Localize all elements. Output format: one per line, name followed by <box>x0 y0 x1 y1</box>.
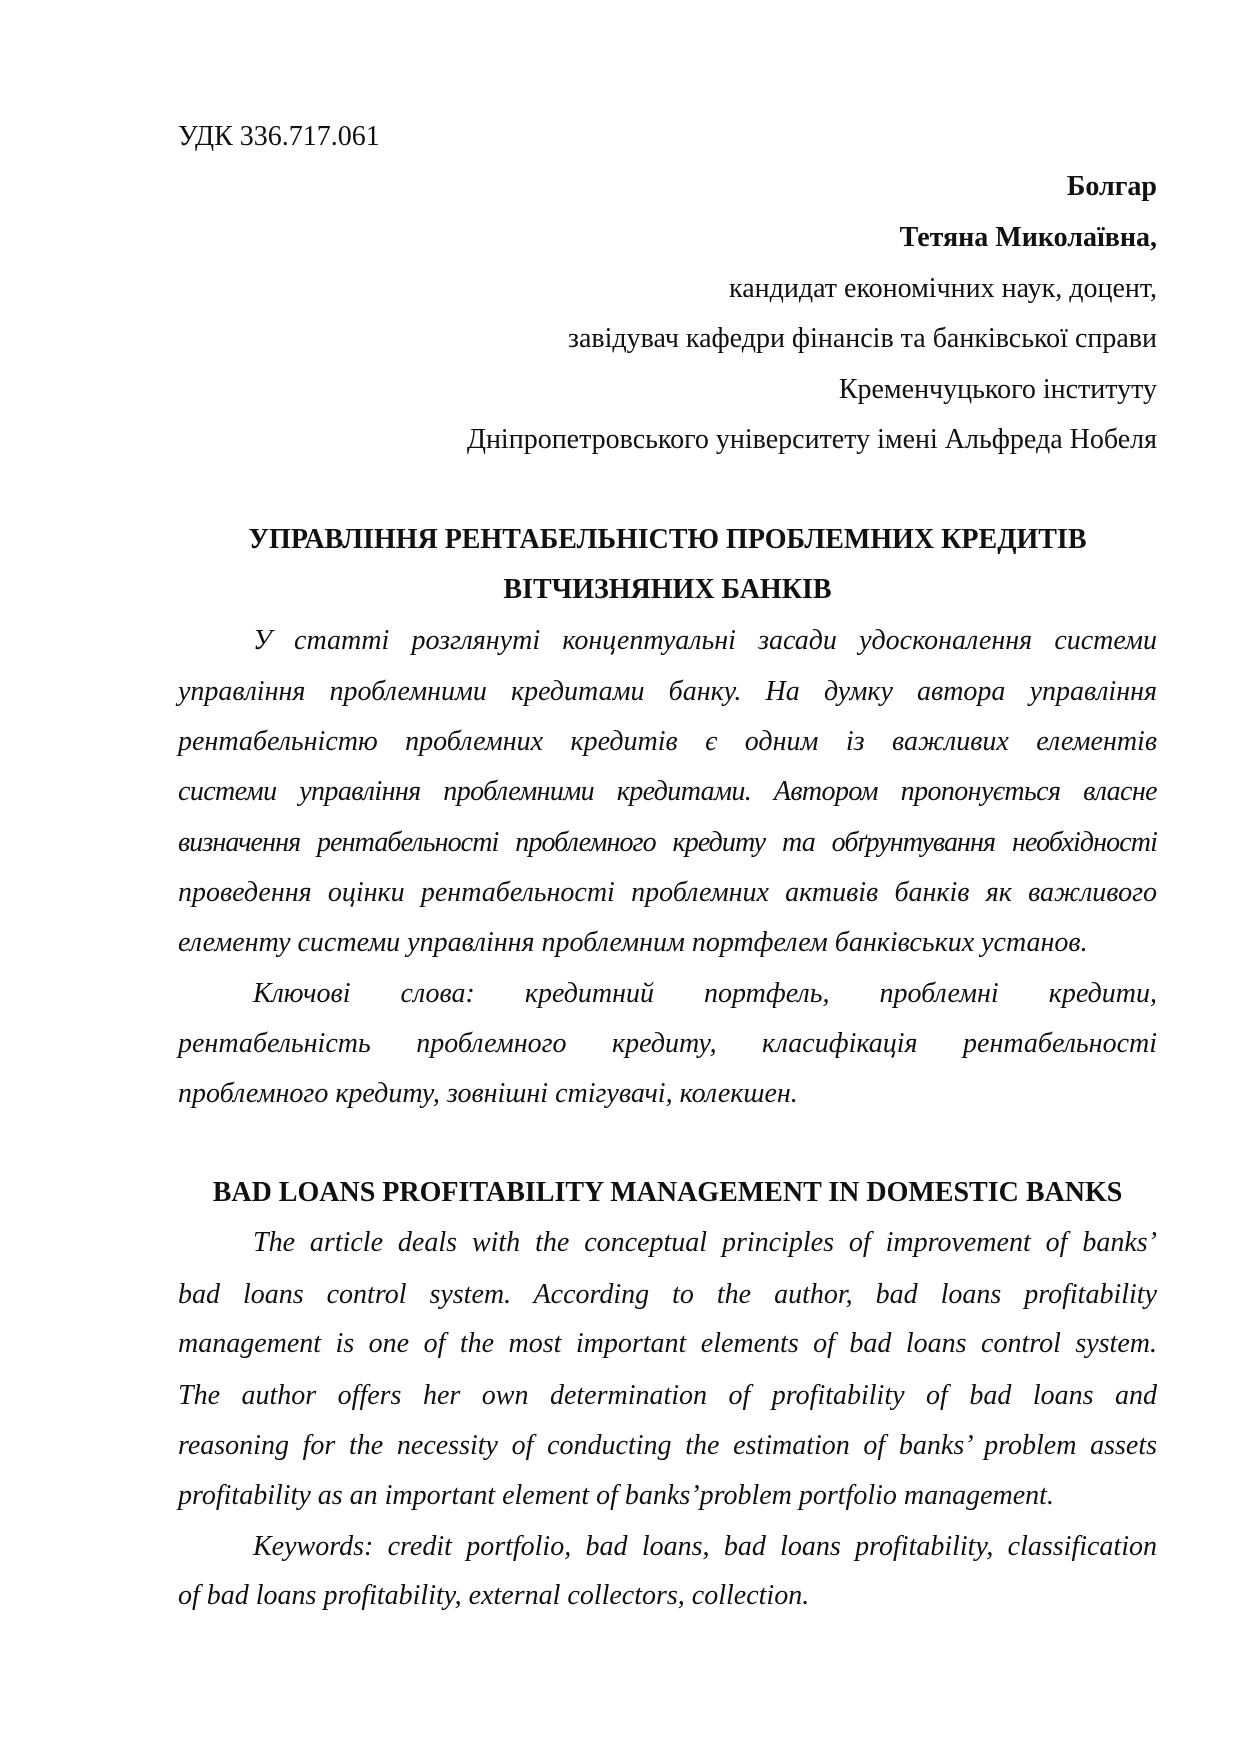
udc-code: УДК 336.717.061 <box>178 121 380 152</box>
ua-title: ВІТЧИЗНЯНИХ БАНКІВ <box>503 574 832 605</box>
ua-abstract-line: визначення рентабельності проблемного кредиту та обґрунтування необхідності <box>178 827 1157 858</box>
author-affiliation: Дніпропетровського університету імені Альфреда Нобеля <box>466 424 1157 455</box>
en-keywords-line: Keywords: credit portfolio, bad loans, bad loans profitability, classification <box>253 1531 1157 1562</box>
en-abstract-line: The article deals with the conceptual principles of improvement of banks’ <box>253 1227 1157 1258</box>
en-abstract-line: bad loans control system. According to the author, bad loans profitability <box>178 1279 1157 1310</box>
en-title: BAD LOANS PROFITABILITY MANAGEMENT IN DOMESTIC BANKS <box>212 1177 1123 1208</box>
en-abstract-line: reasoning for the necessity of conducting the estimation of banks’ problem assets <box>178 1430 1157 1461</box>
en-keywords-line: of bad loans profitability, external collectors, collection. <box>178 1580 810 1611</box>
author-affiliation: кандидат економічних наук, доцент, <box>729 273 1157 304</box>
ua-abstract-line: системи управління проблемними кредитами. Автором пропонується власне <box>178 776 1157 807</box>
en-abstract-line: The author offers her own determination of profitability of bad loans and <box>178 1380 1157 1411</box>
ua-keywords-line: Ключові слова: кредитний портфель, проблемні кредити, <box>253 978 1157 1009</box>
en-abstract-line: profitability as an important element of banks’problem portfolio management. <box>178 1480 1054 1511</box>
author-surname: Болгар <box>1066 171 1157 202</box>
ua-abstract-line: У статті розглянуті концептуальні засади удосконалення системи <box>253 625 1157 656</box>
ua-keywords-line: рентабельність проблемного кредиту, класифікація рентабельності <box>178 1028 1157 1059</box>
ua-title: УПРАВЛІННЯ РЕНТАБЕЛЬНІСТЮ ПРОБЛЕМНИХ КРЕДИТІВ <box>248 524 1087 555</box>
ua-abstract-line: управління проблемними кредитами банку. На думку автора управління <box>178 676 1157 707</box>
ua-abstract-line: проведення оцінки рентабельності проблемних активів банків як важливого <box>178 877 1157 908</box>
ua-keywords-line: проблемного кредиту, зовнішні стігувачі, колекшен. <box>178 1078 798 1109</box>
ua-abstract-line: елементу системи управління проблемним портфелем банківських установ. <box>178 927 1088 958</box>
author-affiliation: Кременчуцького інституту <box>838 374 1157 405</box>
author-affiliation: завідувач кафедри фінансів та банківської справи <box>567 323 1157 354</box>
author-given-names: Тетяна Миколаївна, <box>899 222 1157 253</box>
en-abstract-line: management is one of the most important elements of bad loans control system. <box>178 1328 1157 1359</box>
ua-abstract-line: рентабельністю проблемних кредитів є одним із важливих елементів <box>178 726 1157 757</box>
